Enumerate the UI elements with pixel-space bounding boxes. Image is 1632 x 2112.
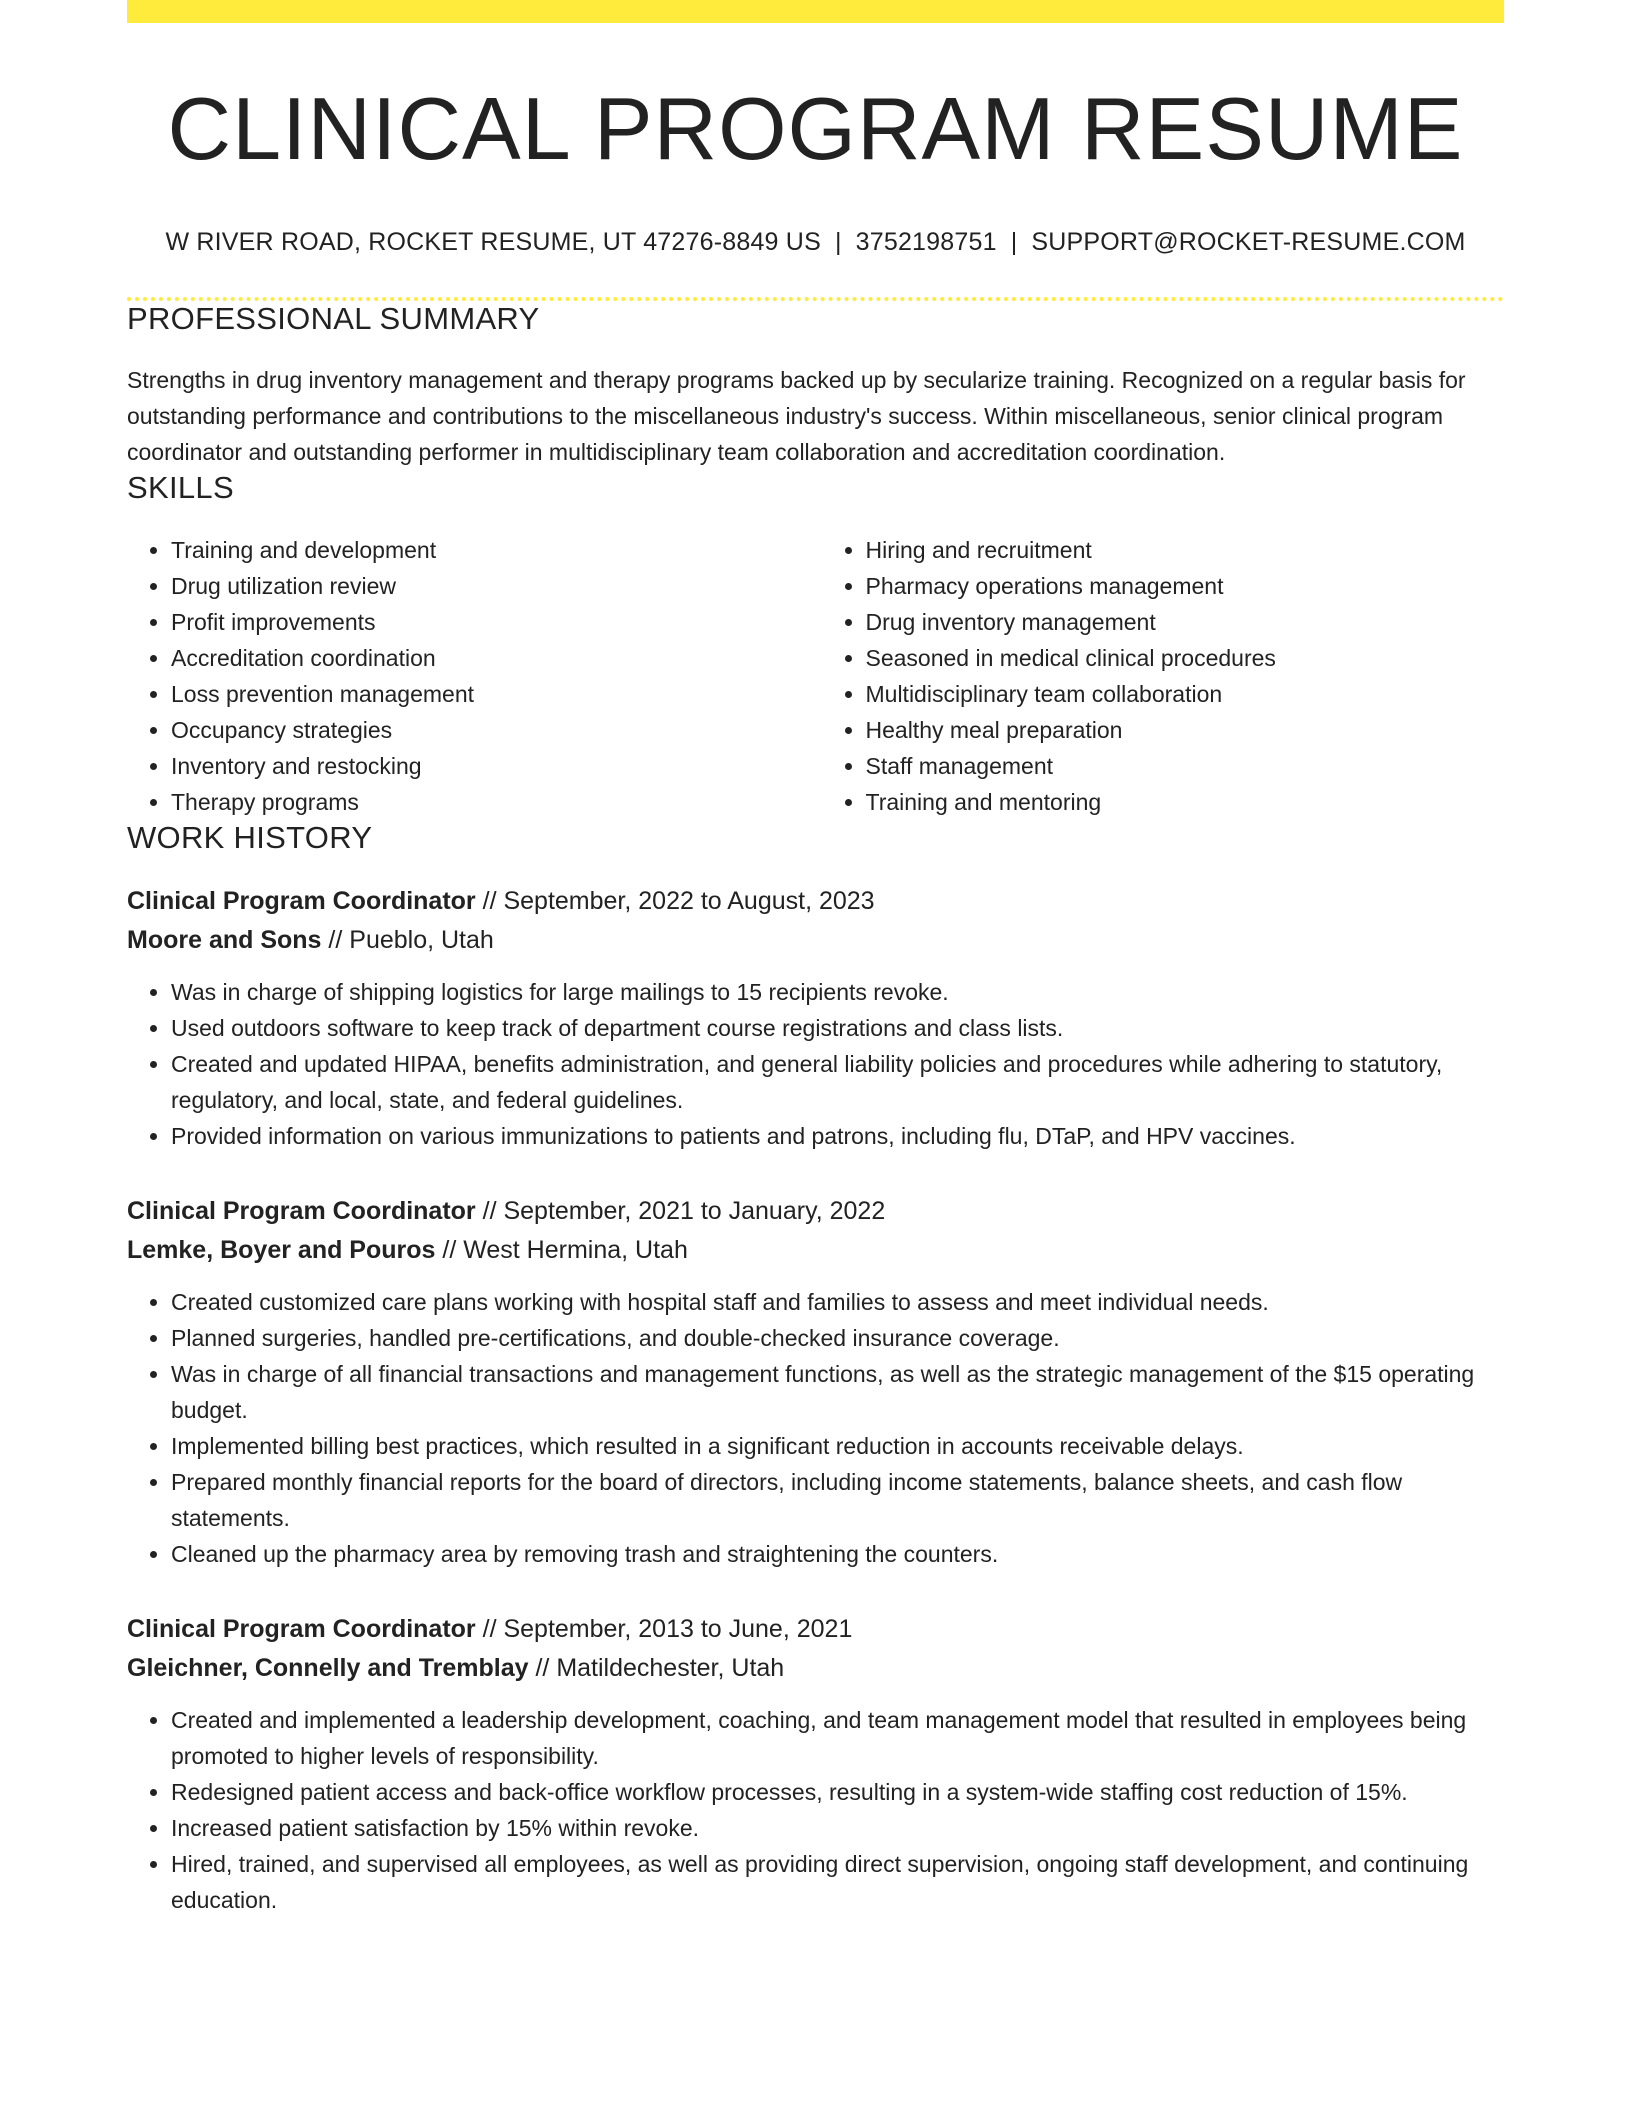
skill-item: • Training and mentoring <box>866 784 1505 820</box>
job-divider: // <box>435 1235 464 1264</box>
job-divider: // <box>321 925 350 954</box>
job-title: Clinical Program Coordinator <box>127 1196 476 1225</box>
job-bullet: • Planned surgeries, handled pre-certifications, and double-checked insurance coverage. <box>171 1320 1504 1356</box>
summary-heading: PROFESSIONAL SUMMARY <box>127 300 540 336</box>
job-divider: // <box>528 1653 557 1682</box>
job-title: Clinical Program Coordinator <box>127 1614 476 1643</box>
job-company-line <box>127 921 1504 960</box>
job-entry <box>127 1192 1504 1572</box>
contact-separator: | <box>1010 227 1018 256</box>
job-company-line <box>127 1649 1504 1688</box>
job-bullet: • Created and implemented a leadership development, coaching, and team management model that resulted in employees being promoted to higher levels of responsibility. <box>171 1702 1504 1774</box>
job-bullet: • Was in charge of shipping logistics for large mailings to 15 recipients revoke. <box>171 974 1504 1010</box>
skill-item: • Multidisciplinary team collaboration <box>866 676 1505 712</box>
job-bullet: • Increased patient satisfaction by 15% within revoke. <box>171 1810 1504 1846</box>
contact-phone: 3752198751 <box>855 227 997 256</box>
job-bullet: • Implemented billing best practices, which resulted in a significant reduction in accounts receivable delays. <box>171 1428 1504 1464</box>
job-title-line <box>127 1610 1504 1649</box>
job-dates: September, 2021 to January, 2022 <box>503 1196 886 1225</box>
job-company: Lemke, Boyer and Pouros <box>127 1235 436 1264</box>
job-bullet: • Provided information on various immunizations to patients and patrons, including flu, DTaP, and HPV vaccines. <box>171 1118 1504 1154</box>
job-divider: // <box>475 1614 504 1643</box>
skills-list <box>127 532 1504 820</box>
job-company: Gleichner, Connelly and Tremblay <box>127 1653 529 1682</box>
job-title-line <box>127 1192 1504 1231</box>
job-company: Moore and Sons <box>127 925 322 954</box>
job-bullet: • Was in charge of all financial transactions and management functions, as well as the strategic management of the $15 operating budget. <box>171 1356 1504 1428</box>
job-bullet: • Prepared monthly financial reports for the board of directors, including income statements, balance sheets, and cash flow statements. <box>171 1464 1504 1536</box>
job-title: Clinical Program Coordinator <box>127 886 476 915</box>
job-bullet-list <box>127 1702 1504 1918</box>
job-entry <box>127 882 1504 1154</box>
resume-title: CLINICAL PROGRAM RESUME <box>167 79 1464 178</box>
skills-heading: SKILLS <box>127 469 234 505</box>
skill-item: • Drug utilization review <box>171 568 816 604</box>
job-divider: // <box>475 886 504 915</box>
contact-separator: | <box>834 227 842 256</box>
skill-item: • Hiring and recruitment <box>866 532 1505 568</box>
skills-column-right <box>816 532 1505 820</box>
job-dates: September, 2022 to August, 2023 <box>503 886 875 915</box>
skill-item: • Training and development <box>171 532 816 568</box>
skill-item: • Inventory and restocking <box>171 748 816 784</box>
skill-item: • Occupancy strategies <box>171 712 816 748</box>
job-bullet-list <box>127 1284 1504 1572</box>
contact-address: W RIVER ROAD, ROCKET RESUME, UT 47276-8849 US <box>165 227 821 256</box>
job-location: Pueblo, Utah <box>349 925 494 954</box>
job-bullet: • Hired, trained, and supervised all employees, as well as providing direct supervision, ongoing staff development, and continuing education. <box>171 1846 1504 1918</box>
skill-item: • Healthy meal preparation <box>866 712 1505 748</box>
contact-email: SUPPORT@ROCKET-RESUME.COM <box>1031 227 1466 256</box>
job-bullet-list <box>127 974 1504 1154</box>
skill-item: • Loss prevention management <box>171 676 816 712</box>
contact-line <box>127 228 1504 257</box>
skills-column-left <box>127 532 816 820</box>
job-bullet: • Created customized care plans working with hospital staff and families to assess and meet individual needs. <box>171 1284 1504 1320</box>
job-title-line <box>127 882 1504 921</box>
job-dates: September, 2013 to June, 2021 <box>503 1614 853 1643</box>
skill-item: • Staff management <box>866 748 1505 784</box>
skill-item: • Accreditation coordination <box>171 640 816 676</box>
job-bullet: • Created and updated HIPAA, benefits administration, and general liability policies and procedures while adhering to statutory, regulatory, and local, state, and federal guidelines. <box>171 1046 1504 1118</box>
job-location: Matildechester, Utah <box>556 1653 785 1682</box>
job-location: West Hermina, Utah <box>463 1235 688 1264</box>
skill-item: • Seasoned in medical clinical procedures <box>866 640 1505 676</box>
work-history-list <box>127 882 1504 1918</box>
skill-item: • Profit improvements <box>171 604 816 640</box>
resume-page <box>127 0 1504 1918</box>
skill-item: • Therapy programs <box>171 784 816 820</box>
skill-item: • Pharmacy operations management <box>866 568 1505 604</box>
top-accent-bar <box>127 0 1504 23</box>
job-bullet: • Cleaned up the pharmacy area by removing trash and straightening the counters. <box>171 1536 1504 1572</box>
job-bullet: • Redesigned patient access and back-office workflow processes, resulting in a system-wide staffing cost reduction of 15%. <box>171 1774 1504 1810</box>
job-company-line <box>127 1231 1504 1270</box>
job-entry <box>127 1610 1504 1918</box>
job-divider: // <box>475 1196 504 1225</box>
job-bullet: • Used outdoors software to keep track of department course registrations and class lists. <box>171 1010 1504 1046</box>
work-history-heading: WORK HISTORY <box>127 819 373 855</box>
skill-item: • Drug inventory management <box>866 604 1505 640</box>
summary-text: Strengths in drug inventory management and therapy programs backed up by secularize training. Recognized on a regular basis for outstanding performance and contributions to the miscellaneous industry's success. Within miscellaneous, senior clinical program coordinator and outstanding performer in multidisciplinary team collaboration and accreditation coordination. <box>127 366 1466 465</box>
